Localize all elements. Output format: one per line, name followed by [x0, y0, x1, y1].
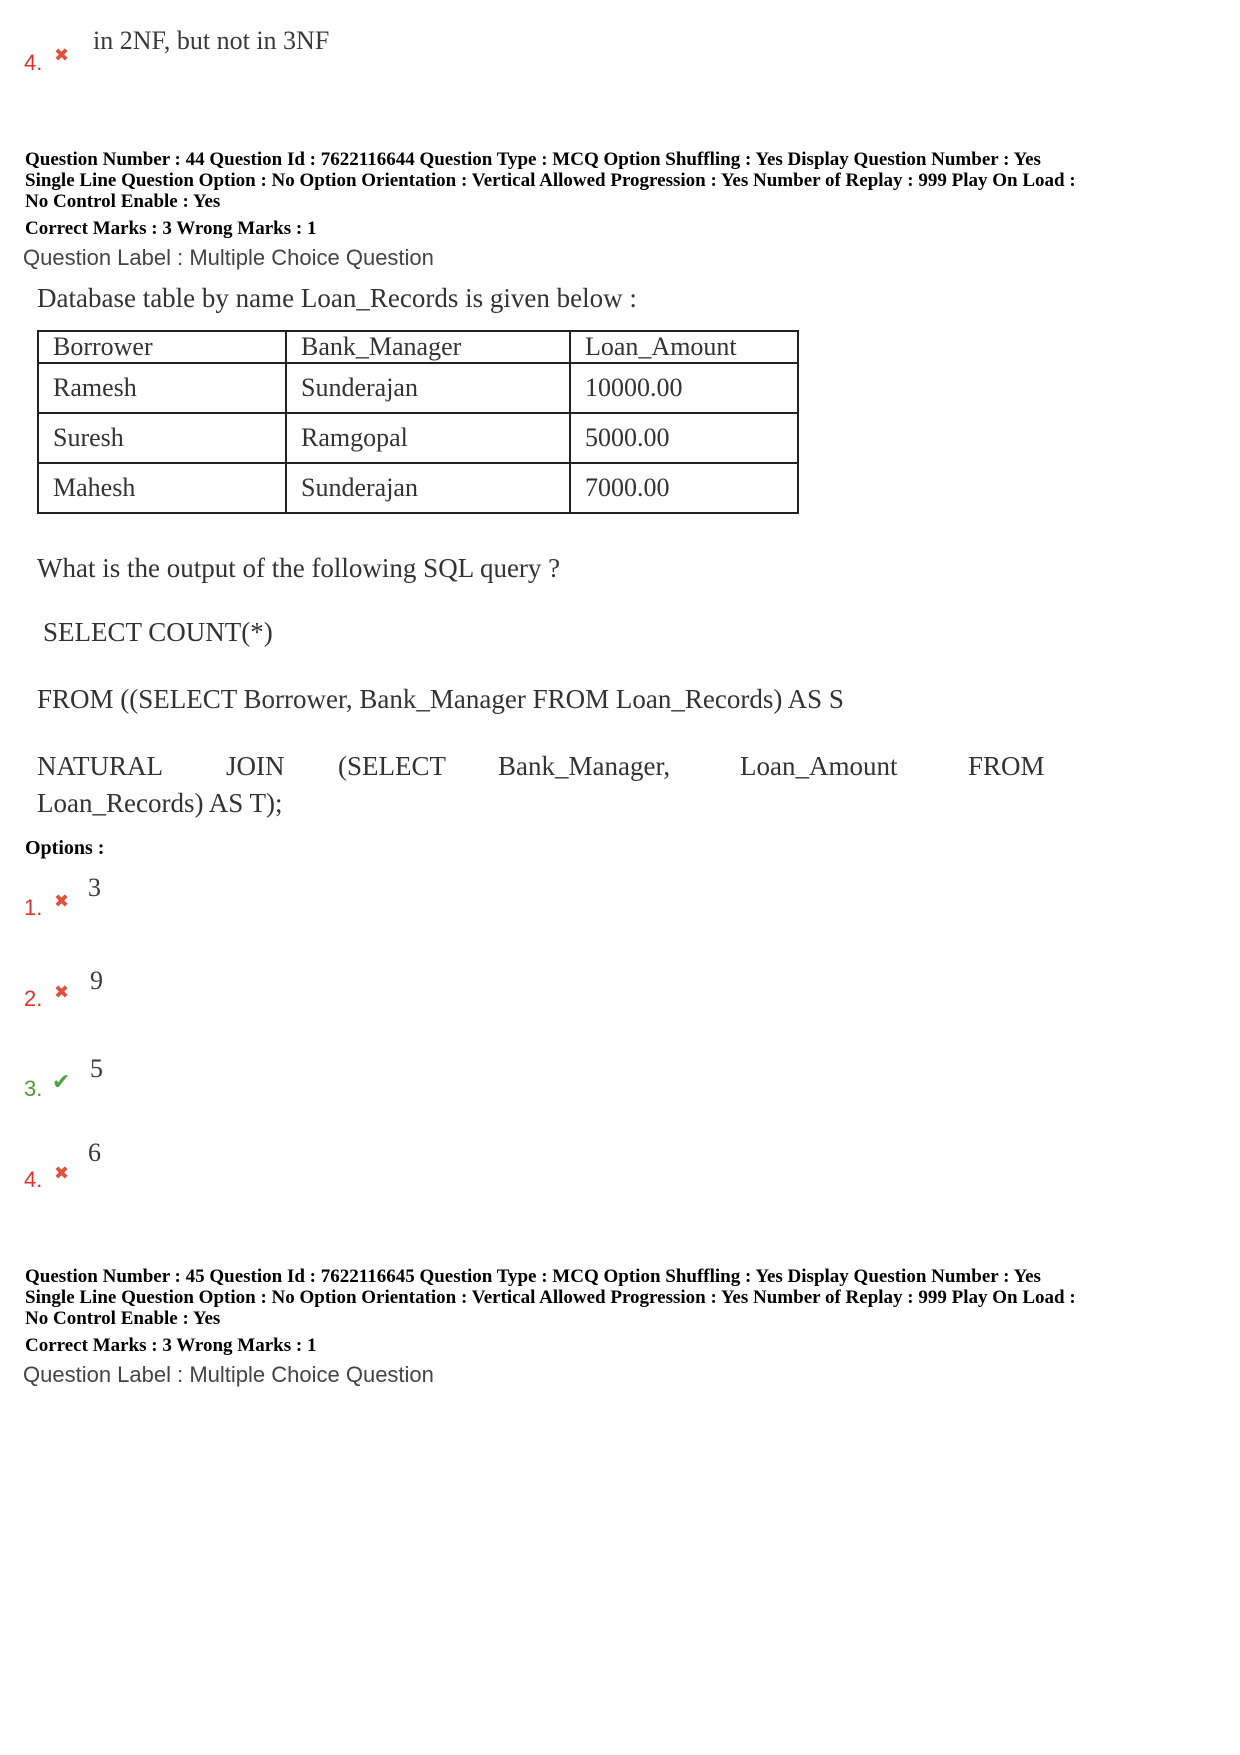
- question-meta: [25, 149, 1220, 212]
- table-cell: Sunderajan: [286, 363, 570, 413]
- table-cell: Ramgopal: [286, 413, 570, 463]
- meta-line: Single Line Question Option : No Option Orientation : Vertical Allowed Progression : Yes Number of Replay : 999 Play On Load :: [25, 170, 1076, 191]
- table-cell: Ramesh: [38, 363, 286, 413]
- table-cell: Mahesh: [38, 463, 286, 513]
- sql-line-4: Loan_Records) AS T);: [37, 788, 283, 818]
- sql-word: JOIN: [226, 751, 285, 781]
- option-text: 5: [90, 1054, 103, 1083]
- table-row: [38, 463, 798, 513]
- option-text: in 2NF, but not in 3NF: [93, 26, 330, 55]
- marks-info: Correct Marks : 3 Wrong Marks : 1: [25, 1335, 317, 1356]
- table-cell: Suresh: [38, 413, 286, 463]
- sql-word: Loan_Amount: [740, 751, 898, 781]
- question-meta: [25, 1266, 1220, 1329]
- marks-info: Correct Marks : 3 Wrong Marks : 1: [25, 218, 317, 239]
- table-row: [38, 413, 798, 463]
- sql-line-1: SELECT COUNT(*): [43, 617, 273, 647]
- option-number: 4.: [24, 50, 43, 75]
- cross-icon: ✖: [54, 982, 70, 1003]
- sql-word: FROM: [968, 751, 1045, 781]
- sql-word: NATURAL: [37, 751, 163, 781]
- cross-icon: ✖: [54, 1163, 70, 1184]
- check-icon: ✔: [52, 1070, 71, 1095]
- option-text: 6: [88, 1138, 101, 1167]
- table-cell: Sunderajan: [286, 463, 570, 513]
- sql-line-2: FROM ((SELECT Borrower, Bank_Manager FROM Loan_Records) AS S: [37, 684, 844, 714]
- sql-word: Bank_Manager,: [498, 751, 671, 781]
- table-row: [38, 363, 798, 413]
- question-intro: Database table by name Loan_Records is given below :: [37, 283, 637, 313]
- cross-icon: ✖: [54, 45, 70, 66]
- table-cell: 5000.00: [570, 413, 798, 463]
- table-header-row: [38, 331, 798, 363]
- column-header: Bank_Manager: [286, 331, 570, 363]
- option-number: 3.: [24, 1076, 43, 1101]
- option-text: 9: [90, 966, 103, 995]
- sql-word: (SELECT: [338, 751, 446, 781]
- meta-line: No Control Enable : Yes: [25, 191, 221, 212]
- option-number: 1.: [24, 895, 43, 920]
- question-label: Question Label : Multiple Choice Question: [23, 245, 434, 270]
- loan-records-table: [37, 330, 799, 514]
- cross-icon: ✖: [54, 891, 70, 912]
- question-text: What is the output of the following SQL query ?: [37, 553, 561, 583]
- meta-line: Question Number : 44 Question Id : 7622116644 Question Type : MCQ Option Shuffling : Yes Display Question Number : Yes: [25, 149, 1041, 170]
- meta-line: No Control Enable : Yes: [25, 1308, 221, 1329]
- column-header: Loan_Amount: [570, 331, 798, 363]
- column-header: Borrower: [38, 331, 286, 363]
- option-number: 4.: [24, 1167, 43, 1192]
- option-number: 2.: [24, 986, 43, 1011]
- table-cell: 10000.00: [570, 363, 798, 413]
- meta-line: Single Line Question Option : No Option Orientation : Vertical Allowed Progression : Yes Number of Replay : 999 Play On Load :: [25, 1287, 1076, 1308]
- question-label: Question Label : Multiple Choice Question: [23, 1362, 434, 1387]
- meta-line: Question Number : 45 Question Id : 7622116645 Question Type : MCQ Option Shuffling : Yes Display Question Number : Yes: [25, 1266, 1041, 1287]
- option-text: 3: [88, 873, 101, 902]
- options-title: Options :: [25, 837, 105, 859]
- table-cell: 7000.00: [570, 463, 798, 513]
